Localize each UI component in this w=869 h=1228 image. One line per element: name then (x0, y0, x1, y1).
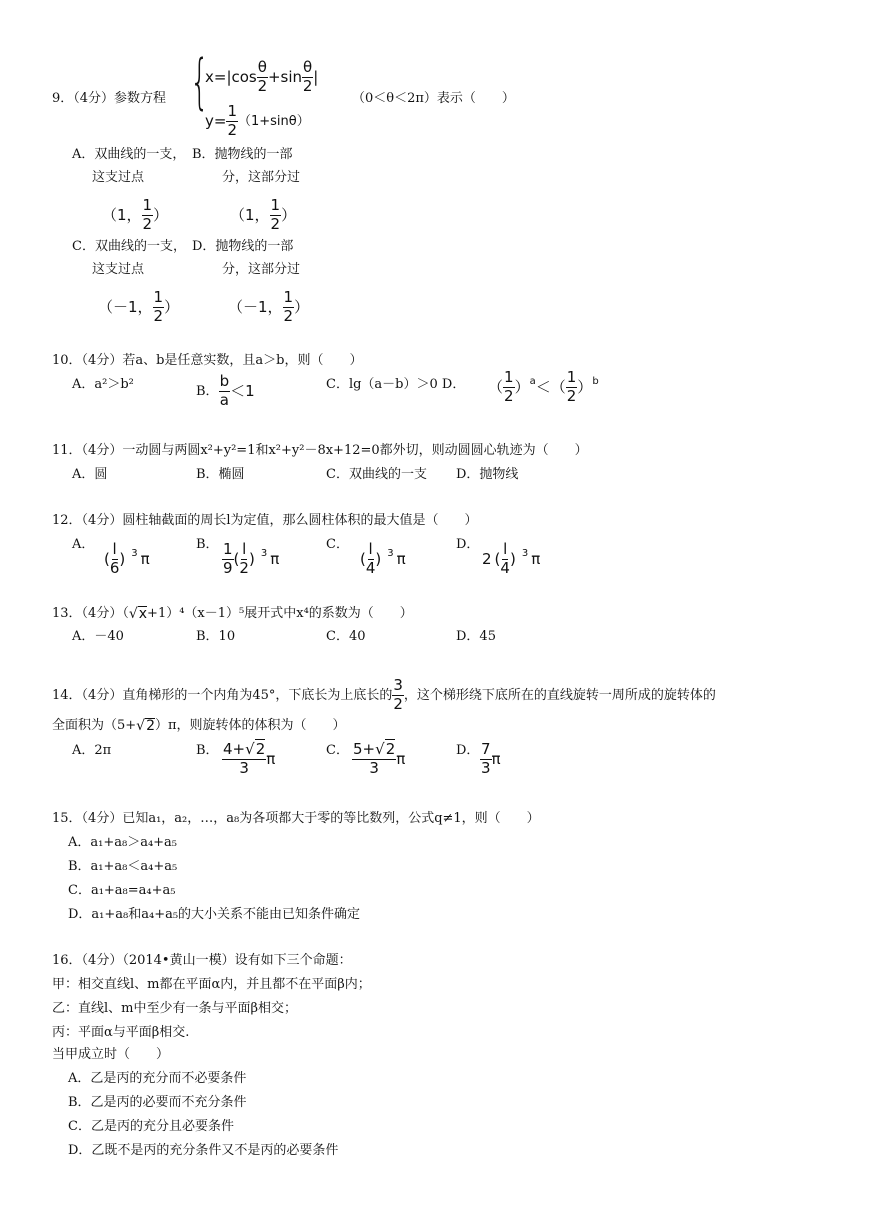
q16-option-b: B．乙是丙的必要而不充分条件 (68, 1095, 247, 1110)
q14-option-c: $\frac{5+√2}{3}$ π (353, 740, 406, 777)
q16-stem: 16．（4分）（2014•黄山一模）设有如下三个命题： (52, 953, 352, 968)
q14-option-a: A．2π (72, 743, 112, 758)
q9-number: 9．（4分）参数方程 (52, 91, 167, 106)
q15-option-b: B．a₁+a₈＜a₄+a₅ (68, 859, 178, 874)
q15-stem: 15．（4分）已知a₁，a₂，…，a₈为各项都大于零的等比数列，公式q≠1，则（ ） (52, 811, 540, 826)
q9-eq-x: x=|cos $\frac{\theta}{2}$ +sin $\frac{\theta}{2}$ | (205, 58, 319, 95)
q14-option-d: $\frac{7}{3}$ π (481, 740, 501, 777)
q16-proposition-3: 丙：平面α与平面β相交. (52, 1025, 190, 1040)
q9-option-c-line2: 这支过点 (92, 262, 145, 277)
q10-option-b: B． $\frac{b}{a}$ ＜1 (196, 372, 255, 409)
q9-condition: （0＜θ＜2π）表示（ ） (352, 91, 515, 106)
q11-option-a: A．圆 (72, 467, 108, 482)
q15-option-a: A．a₁+a₈＞a₄+a₅ (68, 835, 178, 850)
q9-point-b: （1， $\frac{1}{2}$ ） (230, 196, 297, 233)
q16-proposition-2: 乙：直线l、m中至少有一条与平面β相交； (52, 1001, 298, 1016)
q9-eq-y: y= $\frac{1}{2}$ （1+sinθ） (205, 102, 310, 139)
q14-option-d-label: D． (456, 743, 480, 758)
q16-option-d: D．乙既不是丙的充分条件又不是丙的必要条件 (68, 1143, 339, 1158)
q10-option-d: （ $\frac{1}{2}$ ） a ＜ （ $\frac{1}{2}$ ） b (488, 368, 599, 405)
q10-option-a: A．a²＞b² (72, 377, 134, 392)
q11-option-d: D．抛物线 (456, 467, 519, 482)
q14-stem-line2: 全面积为（5+ √ 2 ）π，则旋转体的体积为（ ） (52, 717, 346, 734)
q9-option-a-line2: 这支过点 (92, 170, 145, 185)
q9-option-c-line1: C．双曲线的一支， (72, 239, 186, 254)
q12-option-d: 2 ( $\frac{l}{4}$ ) 3 π (482, 540, 541, 577)
q12-option-b-label: B． (196, 537, 219, 552)
q16-condition: 当甲成立时（ ） (52, 1047, 170, 1062)
q11-stem: 11．（4分）一动圆与两圆x²+y²=1和x²+y²－8x+12=0都外切，则动圆圆心轨迹为（ ） (52, 443, 588, 458)
q12-option-c-label: C． (326, 537, 349, 552)
q9-option-d-line2: 分，这部分过 (222, 262, 301, 277)
q14-stem: 14．（4分）直角梯形的一个内角为45°，下底长为上底长的 $\frac{3}{2}$ ，这个梯形绕下底所在的直线旋转一周所成的旋转体的 (52, 676, 716, 713)
q9-point-d: （－1， $\frac{1}{2}$ ） (228, 288, 310, 325)
q13-option-d: D．45 (456, 629, 496, 644)
q12-stem: 12．（4分）圆柱轴截面的周长l为定值，那么圆柱体积的最大值是（ ） (52, 513, 478, 528)
q13-stem: 13．（4分）（ √ x +1）⁴（x－1）⁵展开式中x⁴的系数为（ ） (52, 605, 413, 622)
q11-option-c: C．双曲线的一支 (326, 467, 427, 482)
q16-option-a: A．乙是丙的充分而不必要条件 (68, 1071, 247, 1086)
q16-proposition-1: 甲：相交直线l、m都在平面α内，并且都不在平面β内； (52, 977, 371, 992)
q12-option-d-label: D． (456, 537, 480, 552)
q14-option-b: $\frac{4+√2}{3}$ π (223, 740, 276, 777)
q14-option-c-label: C． (326, 743, 349, 758)
q13-option-c: C．40 (326, 629, 366, 644)
q11-option-b: B．椭圆 (196, 467, 245, 482)
q10-option-c: C．lg（a－b）＞0 D． (326, 377, 466, 392)
q9-option-b-line2: 分，这部分过 (222, 170, 301, 185)
q15-option-d: D．a₁+a₈和a₄+a₅的大小关系不能由已知条件确定 (68, 907, 361, 922)
q14-option-b-label: B． (196, 743, 219, 758)
q9-brace: { (190, 47, 210, 117)
q12-option-c: ( $\frac{l}{4}$ ) 3 π (360, 540, 406, 577)
q9-option-b-line1: B．抛物线的一部 (192, 147, 293, 162)
q13-option-b: B．10 (196, 629, 236, 644)
q10-stem: 10．（4分）若a、b是任意实数，且a＞b，则（ ） (52, 353, 363, 368)
q15-option-c: C．a₁+a₈=a₄+a₅ (68, 883, 176, 898)
q9-point-c: （－1， $\frac{1}{2}$ ） (98, 288, 180, 325)
q16-option-c: C．乙是丙的充分且必要条件 (68, 1119, 234, 1134)
q12-option-a-label: A． (72, 537, 95, 552)
q12-option-b: $\frac{1}{9}$ ( $\frac{l}{2}$ ) 3 π (223, 540, 280, 577)
q9-point-a: （1， $\frac{1}{2}$ ） (102, 196, 169, 233)
q13-option-a: A．－40 (72, 629, 124, 644)
q9-option-d-line1: D．抛物线的一部 (192, 239, 294, 254)
q12-option-a: ( $\frac{l}{6}$ ) 3 π (104, 540, 150, 577)
q9-option-a-line1: A．双曲线的一支， (72, 147, 186, 162)
